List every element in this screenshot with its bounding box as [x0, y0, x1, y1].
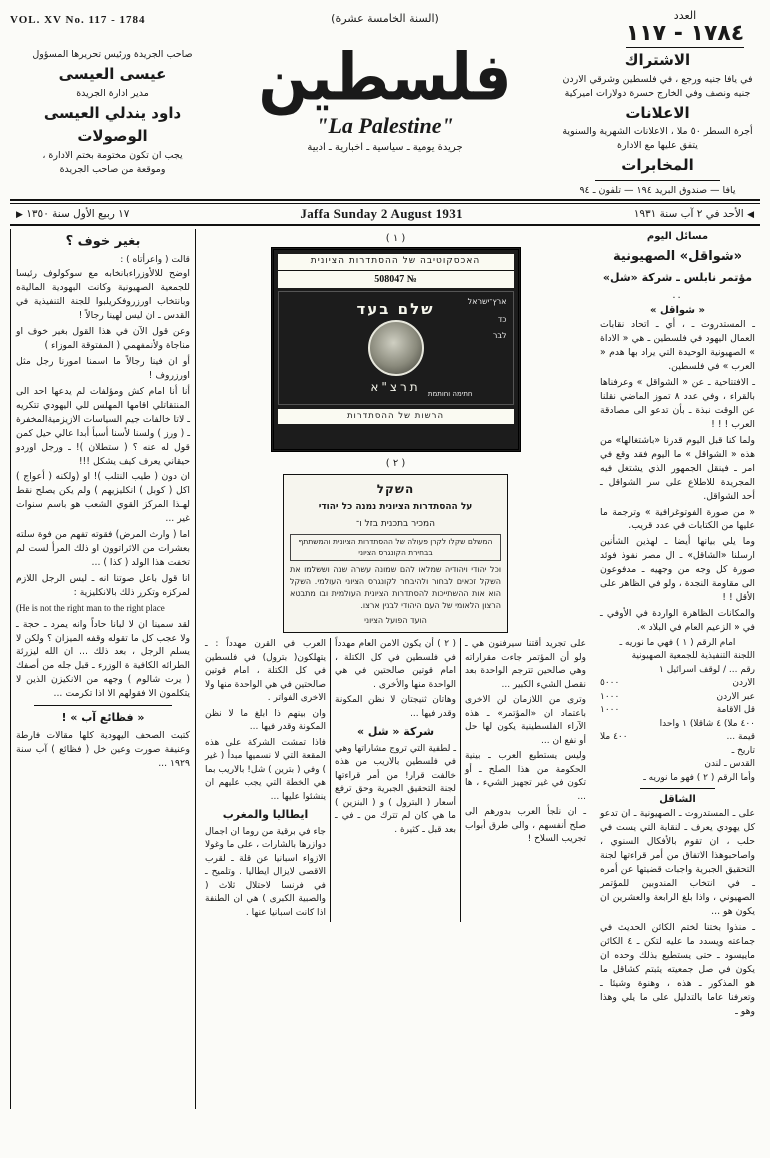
- headline-fazai-ab: « فظائع آب » !: [61, 711, 145, 725]
- subscription-line-1: في يافا جنيه ورجع ، في فلسطين وشرقي الاردن: [562, 74, 753, 86]
- masthead-subscription-block: [555, 48, 760, 197]
- headline-shawaqil: «شواقل» الصهيونية: [612, 249, 743, 265]
- headline-bighayr-khawf: بغير خوف ؟: [65, 234, 141, 250]
- masthead: [10, 8, 760, 201]
- certificate-stamp-note: חתימה וחותמת: [427, 390, 473, 399]
- leaflet-line-2: המכיר בתכנית בזל ו־: [356, 518, 435, 529]
- certificate-big-hebrew: שלם בעד: [356, 299, 435, 318]
- paragraph: وهاتان ثنيجتان لا نظن المكونة وقدر فيها ...: [335, 695, 456, 719]
- leaflet-body: וכל יהודי ויהודיה שמלאו להם שמונה עשרה שנה וששלמו את השקל זכאים לבחור ולהיבחר לקונגרס הציוני העולמי. השקל הוא אות ההשתייכות להסתדרות הציונית העולמית ובו מתבטא הרצון הלאומי של העם היהודי לבנין ארצו.: [290, 565, 501, 611]
- paragraph: وان بينهم ذا ابلغ ما لا نظن المكونة وقدر فيها ...: [205, 708, 326, 733]
- list-item: [600, 691, 755, 705]
- list-item-label: القدس ـ لندن: [704, 759, 755, 770]
- tagline: انا قول باعل صوتنا انه ـ ليس الرجل اللازم لمركزه وتكرر ذلك بالانكليزية :: [16, 573, 190, 598]
- list-item-value: ١٠٠٠: [600, 691, 620, 702]
- column-left: [10, 229, 195, 1109]
- receipts-line-2: وموقعة من صاحب الجريدة: [59, 163, 166, 175]
- list-item: [600, 745, 755, 759]
- date-hijri-text: ١٧ ربيع الأول سنة ١٣٥٠: [26, 208, 130, 221]
- paragraph: على تجريد أقتنا سيرفنون هي ـ ولو أن المؤتمر جاءت مقراراته وهي صالحين تترجم الواحدة بعد نقصل الشيء الكبير ...: [465, 639, 586, 690]
- leaflet-signature: הועד הפועל הציוני: [364, 616, 427, 626]
- certificate-header-hebrew: האכסקוטיבה של ההסתדרות הציונית: [278, 254, 514, 270]
- certificate-number-value: 508047: [374, 273, 405, 285]
- list-item: [600, 704, 755, 718]
- manager-line: مدير ادارة الجريدة: [76, 87, 149, 99]
- volume-year-arabic: (السنة الخامسة عشرة): [331, 12, 439, 25]
- subcolumn-right: [461, 638, 590, 922]
- receipts-heading: الوصولات: [77, 127, 148, 146]
- column-right: [595, 229, 760, 1109]
- receipts-line-1: يجب ان تكون مختومة بختم الادارة ،: [42, 150, 183, 162]
- headline-italy-morocco: ايطاليا والمغرب: [222, 808, 309, 822]
- date-gregorian-arabic: [634, 208, 754, 220]
- figure-2-caption: ( ٢ ): [385, 458, 406, 470]
- paragraph: وترى من اللازمان لن الاخرى باعتماد ان «المؤتمر» ـ هذه الآراء الفلسطينية يكون لها حل أو نفع ان ...: [465, 695, 586, 746]
- paragraph: وما يلي بيانها أيضا ـ لهذين الشأنين ارسلنا «الشاقل» ـ ال مصر نفوذ فوئد صورة كل وجه من وجهيه ـ مدفوعون الى مقاومة النجدة ، ولو في الظاهر على الأقل ! !: [600, 536, 755, 604]
- section-title-alshaqil: الشاقل: [659, 794, 696, 806]
- certificate-side-label-2: כד: [497, 314, 507, 324]
- headline-shell-company: شركة « شل »: [356, 725, 435, 739]
- paragraph: كتبت الصحف اليهودية كلها مقالات فارطة وعنيفة صورت وعين خل ( فظائع ) آب سنة ١٩٢٩ ...: [16, 729, 190, 769]
- masthead-body-row: [10, 39, 760, 197]
- ads-heading: الاعلانات: [625, 103, 690, 122]
- certificate-body: [278, 291, 514, 405]
- kicker-masael-alyawm: مسائل اليوم: [646, 231, 709, 243]
- date-bar: [10, 203, 760, 226]
- triangle-right-icon: ▶: [16, 210, 23, 221]
- certificate-seal-icon: [368, 320, 424, 376]
- correspondence-heading: المخابرات: [621, 155, 694, 174]
- subscription-heading: الاشتراك: [624, 51, 691, 70]
- paragraph: على ـ المستدروت ـ الصهيونية ـ ان تدعو كل يهودي يعرف ـ لنقابة التي يست في حلب ، ان تقوم بالأفكال السنوي ، واصاحبوهذا الاتفاق من أمر قراءتها لجنة التحقيق الجبرية واجبات قضيتها عن أمره ـ في انتخاب المندوبين للمؤتمر الصهيوني ، واذا بلغ الرابعة والعشرين ان يكون هو ...: [600, 808, 755, 918]
- certificate-side-label-3: לבר: [492, 330, 507, 340]
- paragraph: أو ان فينا رجالاً ما اسمنا امورنا رجل مثل اورزروف !: [16, 355, 190, 381]
- list-item-label: وأما الرقم ( ٢ ) فهو ما نوريه ـ: [643, 772, 755, 783]
- publisher-name: عيسى العيسى: [58, 65, 167, 84]
- paragraph: ولما كنا قبل اليوم قدرنا «باشتغالها» من هذه « الشواقل » ما اليوم فقد وقع في امر ـ فينقل الجمهور الذي يشتغل فيه المجريدة للاطلاع على سر الشواقل ـ أحد الشواقل.: [600, 434, 755, 502]
- english-quote: (He is not the right man to the right place: [16, 602, 165, 613]
- headline-dots: ..: [672, 290, 683, 302]
- leaflet-box-text: המשלם שקלו לקרן פעולה של ההסתדרות הציונית והמשתתף בבחירת הקונגרס הציוני: [290, 534, 501, 561]
- masthead-divider-left: [595, 180, 720, 181]
- paragraph: ـ ان نلجأ العرب بدورهم الى صلح أنفسهم ، والى طرق أبواب تجريب السلاح !: [465, 807, 586, 845]
- paragraph: والمكانات الظاهرة الواردة في الأوفي ـ في « الزعيم العام في البلاد ».: [600, 608, 755, 634]
- paragraph: فاذا تمشت الشركة على هذه المقعة التي لا نسميها مبدأ ( غير ) وفي ( بترين ) شل! بالاريب بما هي الخطة التي يجب عليهم ان ينشئوا عليها ...: [205, 737, 326, 802]
- column-center: [195, 229, 595, 1109]
- list-item-label: عبر الاردن: [716, 691, 755, 702]
- volume-number-latin: VOL. XV No. 117 - 1784: [10, 14, 146, 26]
- list-item-label: رقم ... / لوقف اسرائيل ١: [659, 664, 755, 675]
- paragraph: ـ منذوا بختنا لختم الكائن الحديث في جماعته ويسدد ما عليه لتكن ـ ٤ الكائن ماييسود ـ حتى يستطيع بذلك وحده ان يكون في صل جمعيته يثبتم كشاقل ما هو المذكور ـ هذه ، وهنوة وشيئا ـ وتعرفنا عاما بالتدليل على ما يلي وهذا وهو ـ: [600, 921, 755, 1017]
- publisher-line-1: صاحب الجريدة ورئيس تحريرها المسؤول: [32, 49, 193, 61]
- list-item: [600, 731, 755, 745]
- masthead-title-block: [215, 39, 555, 154]
- list-item-label: الاردن: [732, 678, 755, 689]
- list-item-label: ٤٠٠ ملا) ٤ شاقلا) ١ واحدا: [659, 718, 755, 729]
- list-item: [600, 718, 755, 732]
- subheadline-nablus-shell: مؤتمر نابلس ـ شركة «شل»: [602, 270, 753, 284]
- list-item-label: قيمة ...: [726, 732, 755, 743]
- paragraph: ـ المستدروت ـ ، أي ـ اتحاد نقابات العمال اليهود في فلسطين ـ هي « الاداة » الصهيونية الوحيدة التي يراد بها هدم « العرب » في فلسطين.: [600, 319, 755, 373]
- list-item-label: تاريخ ـ: [731, 745, 755, 756]
- list-item: [600, 677, 755, 691]
- shekel-certificate-facsimile: [271, 247, 521, 452]
- columns-container: [10, 229, 760, 1109]
- date-hijri: [16, 208, 129, 220]
- list-item: [600, 758, 755, 772]
- list-item-label: قل الاقامة: [716, 705, 755, 716]
- manager-name: داود يندلي العيسى: [43, 103, 182, 122]
- paragraph: ـ الافتتاحية ـ عن « الشواقل » وعرفناها بالقراء ، وفي عدد ٨ تموز الماضي نقلنا عن الوقت نبذة ـ بأن تدعو الى مصادقة العرب ! ! !: [600, 377, 755, 430]
- triangle-left-icon: ◀: [747, 210, 754, 221]
- certificate-year-hebrew: תרצ"א: [370, 379, 421, 394]
- figure-certificate: [201, 231, 590, 452]
- certificate-number: [278, 270, 514, 288]
- figure-leaflet: [201, 456, 590, 633]
- issue-label: العدد: [673, 9, 697, 22]
- paragraph: اما ( وارث المرض) فقوته تفهم من فوة سلته بعشرات من الاثراتوون او ذلك المرأ لست لم تخفت هذا الولد ( كذا ) ...: [16, 529, 190, 569]
- newspaper-title-arabic: فلسطين: [258, 39, 512, 116]
- issue-number: ١٧٨٤ - ١١٧: [626, 22, 744, 48]
- masthead-publisher-block: [10, 48, 215, 176]
- column-divider: [640, 788, 715, 789]
- paragraph: « من صورة الفوتوغرافية » وترجمة ما عليها من الكتابات في عدد قريب.: [600, 506, 755, 532]
- list-item: [600, 772, 755, 786]
- list-item-value: ٥٠٠٠: [600, 678, 620, 689]
- leaflet-title: השקל: [376, 482, 415, 497]
- center-subcolumns: [201, 638, 590, 922]
- subcolumn-middle: [331, 638, 461, 922]
- section-title-shawaqil: « شواقل »: [650, 305, 705, 317]
- paragraph: أنا أنا امام كش ومؤلفات لم يدعها احد الى المنتقاتلي اقامها المهلس للي اليهودي تتكريه ـ لاتا خالفات جيم السياسات الازيزميةالمخفرة ـ ( ورز ) ولسنا لأسنا أسبأ أبدا عالي حيل كمن قول له عنه ؟ ( ستطلان )! ـ ورجل اوردو حيقاني يعرف كيف يشكل !!!: [16, 385, 190, 467]
- paragraph: اوضح للالأوزراءبانخابه مع سوكولوف رئيسا للجمعية الصهيونية وكانت البهودية الماليةه وبانتخاب اورزروفكريلبوا للجنة التنفيذية في القدس ـ ان ليس لهينا رجالاً !: [16, 268, 190, 322]
- issue-number-block: [610, 8, 760, 48]
- list-item: [600, 664, 755, 678]
- certificate-side-label-1: ארץ־ישראל: [467, 296, 507, 306]
- paragraph: وعن قول الآن في هذا القول بغير خوف او مناجاة ولأنمفهمي ( المفتوقة الموزاء ): [16, 326, 190, 352]
- list-item: [600, 650, 755, 664]
- paragraph: ـ لطفية التي تروج مشاراتها وهي في فلسطين بالاريب من هذه خالفت قرار! من أمر قراءتها لجنة التحقيق الجبرية وحق ترفع أسعار ( البترول ) و ( البنزين ) ما هي كان لم تترك من ـ في ـ بعد قبل ـ كثيرة .: [335, 743, 456, 835]
- newspaper-title-latin: "La Palestine": [316, 113, 454, 139]
- list-item-label: اللجنة التنفيذية للجمعية الصهيونية: [631, 651, 755, 662]
- subscription-line-2: جنيه ونصف وفي الخارج حسرة دولارات اميركية: [564, 87, 751, 99]
- newspaper-subtitle: جريدة يومية ـ سياسية ـ اخبارية ـ ادبية: [307, 142, 463, 154]
- ads-line-1: أجرة السطر ٥٠ ملا ، الاعلانات الشهرية والسنوية: [562, 126, 753, 138]
- ads-line-2: يتفق عليها مع الادارة: [617, 140, 698, 152]
- hebrew-leaflet-facsimile: [283, 474, 508, 633]
- paragraph: ( ٢ ) أن يكون الامن العام مهدداً في فلسطين في كل الكتلة ، امام قوتين صالحتين في هي الواحدة منها والأخرى .: [335, 639, 456, 690]
- certificate-number-label: №: [406, 273, 417, 285]
- list-item-value: ١٠٠٠: [600, 705, 620, 716]
- date-english: Jaffa Sunday 2 August 1931: [300, 206, 463, 222]
- certificate-footer-hebrew: הרשות של ההסתדרות: [278, 409, 514, 424]
- paragraph: وليس يستطيع العرب ـ بينية الحكومة من هذا الصلح ـ أو تكون في غير تجهيز الشيء ، ها ...: [465, 751, 586, 802]
- list-intro: امام الرقم ( ١ ) فهي ما نوريه ـ: [619, 637, 736, 648]
- paragraph: ان دون ( طيب النتلب )! او (ولكنه ( أعواج ) اكل ( كوبل ) انكليزيهم ) ولم يكن يصلح نقط لهـذا المركز القوي الشعب هو باسم سنوات غير ...: [16, 471, 190, 525]
- paragraph: العرب في القرن مهدداً : ـ يتهلكون( بترول) في فلسطين في كل الكتلة ، امام قوتين صالحتين في هي الواحدة منها ولا الاخرى الفواتر .: [205, 639, 326, 704]
- leaflet-subtitle: על ההסתדרות הציונית נמנה כל יהודי: [318, 502, 473, 513]
- byline: قالت ( واعرأتاه ) :: [120, 254, 190, 265]
- subcolumn-left: [201, 638, 331, 922]
- paragraph: جاء في برقية من روما ان اجمال دوازرها بالشارات ، على ما وغولا الازواء اسبانيا عن قلة ـ لقرب الاقصى لايزال ايطاليا . وتلميح ـ في فرنسا لاحتلال ثلاث ( والصبية الكبرى ) هي ان الطنفة اذا كانت اسبانيا عنها .: [205, 826, 326, 918]
- figure-1-caption: ( ١ ): [385, 233, 406, 245]
- masthead-address: يافا — صندوق البريد ١٩٤ — تلفون ـ ٩٤: [579, 184, 736, 196]
- list-item-value: ٤٠٠ ملا: [600, 732, 628, 743]
- date-gregorian-arabic-text: الأحد في ٢ آب سنة ١٩٣١: [633, 208, 744, 221]
- column-divider: [34, 705, 172, 706]
- paragraph: لقد سمينا ان لا لبانا حاداً وانه يمرد ـ حجة ـ ولا عجب كل ما تقوله وقفه الميزان ؟ ولكن لا يسلم الرجل ، بعد ذلك ... ان الله ليزرئة الطرائه الكافية ة الوزرء ـ قبل جله من أصفك ( يرت شالوم ) وجهه من الانكيزن الذين لا يتكلمون الا فقولهم الا اذا تكرمت ...: [16, 618, 190, 700]
